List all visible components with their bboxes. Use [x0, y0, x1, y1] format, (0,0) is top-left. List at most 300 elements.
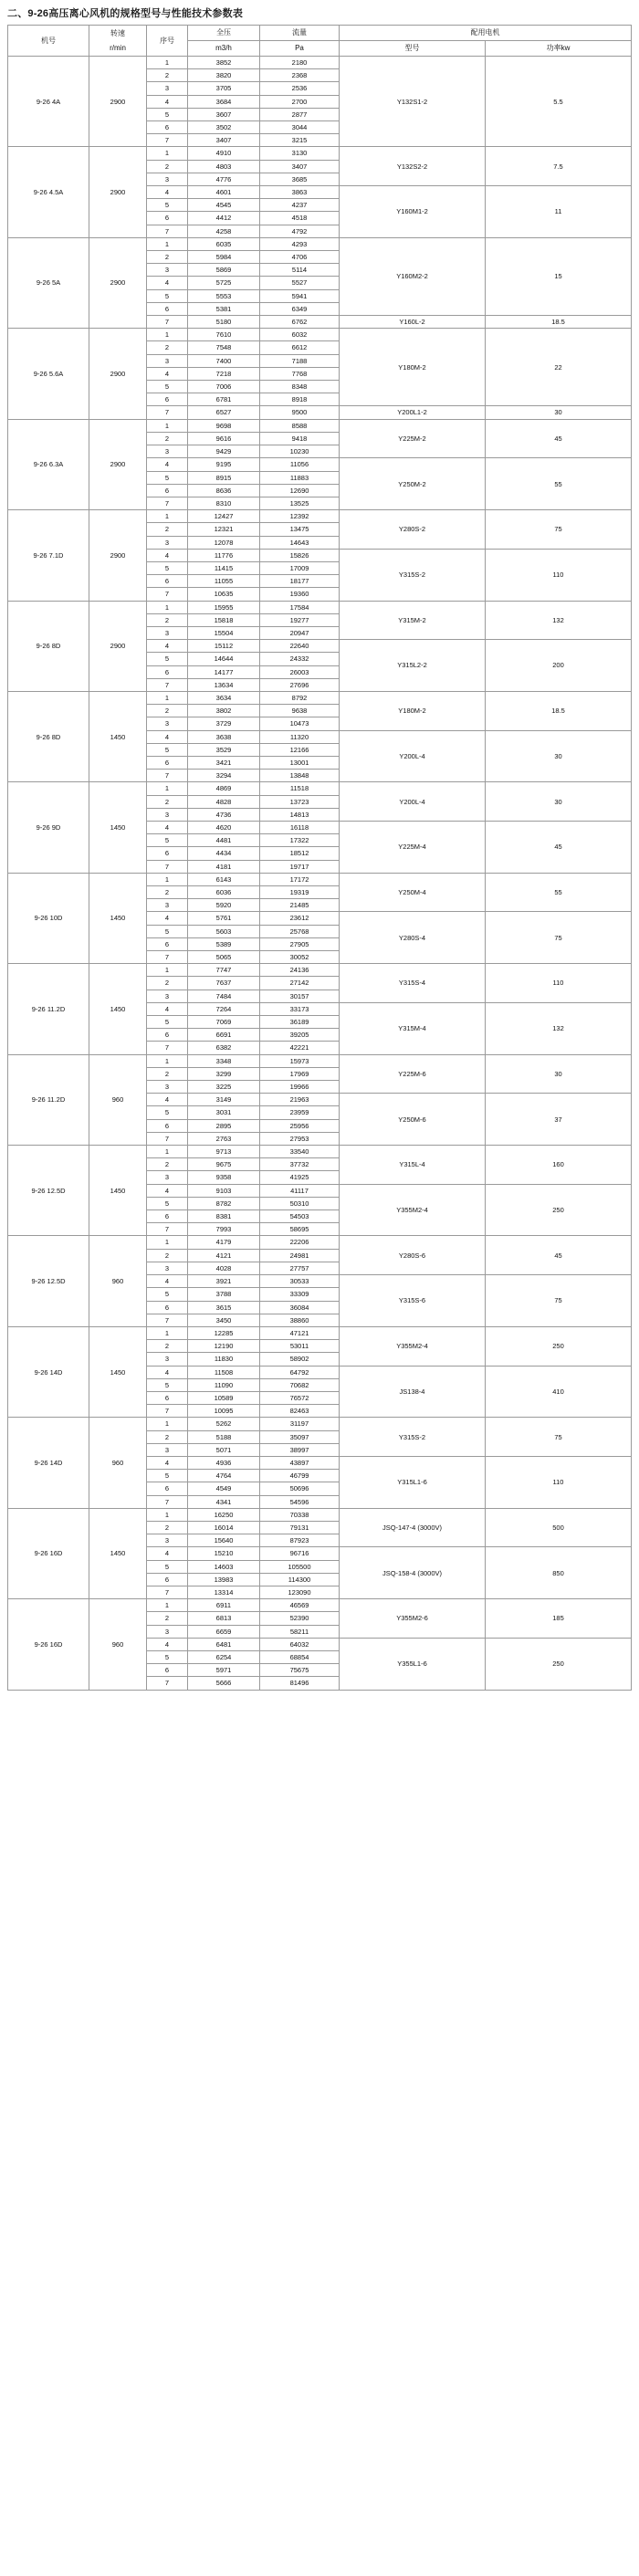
- cell-pressure: 123090: [260, 1586, 340, 1598]
- cell-motor-kw: 45: [486, 419, 632, 458]
- cell-seq: 4: [147, 1275, 188, 1288]
- cell-seq: 1: [147, 1146, 188, 1158]
- table-row: [8, 329, 632, 341]
- cell-motor-kw: 30: [486, 782, 632, 822]
- cell-motor-kw: 30: [486, 406, 632, 419]
- cell-motor-type: Y200L-4: [340, 782, 486, 822]
- cell-seq: 6: [147, 1664, 188, 1677]
- cell-flow: 10589: [188, 1391, 260, 1404]
- cell-pressure: 12166: [260, 743, 340, 756]
- cell-flow: 4869: [188, 782, 260, 795]
- cell-flow: 3634: [188, 691, 260, 704]
- cell-motor-kw: 200: [486, 640, 632, 692]
- cell-pressure: 2700: [260, 95, 340, 108]
- cell-flow: 3225: [188, 1081, 260, 1094]
- cell-flow: 16014: [188, 1521, 260, 1534]
- cell-flow: 6382: [188, 1042, 260, 1054]
- cell-motor-type: Y250M-4: [340, 873, 486, 912]
- cell-seq: 1: [147, 1054, 188, 1067]
- cell-pressure: 3215: [260, 134, 340, 147]
- table-row: [8, 1326, 632, 1339]
- cell-flow: 4776: [188, 173, 260, 185]
- cell-seq: 6: [147, 1029, 188, 1042]
- cell-model: 9-26 11.2D: [8, 964, 89, 1054]
- cell-flow: 8381: [188, 1210, 260, 1223]
- cell-model: 9-26 9D: [8, 782, 89, 873]
- cell-motor-kw: 37: [486, 1094, 632, 1146]
- cell-seq: 2: [147, 1158, 188, 1171]
- cell-pressure: 6612: [260, 341, 340, 354]
- cell-pressure: 31197: [260, 1418, 340, 1430]
- cell-pressure: 27696: [260, 678, 340, 691]
- cell-flow: 8915: [188, 471, 260, 484]
- cell-seq: 3: [147, 354, 188, 367]
- cell-motor-kw: 110: [486, 1456, 632, 1508]
- cell-pressure: 33309: [260, 1288, 340, 1301]
- table-body: [8, 57, 632, 1691]
- cell-pressure: 39205: [260, 1029, 340, 1042]
- cell-seq: 7: [147, 316, 188, 329]
- cell-motor-kw: 850: [486, 1547, 632, 1599]
- cell-motor-type: Y315S-6: [340, 1275, 486, 1327]
- cell-flow: 5553: [188, 289, 260, 302]
- cell-seq: 6: [147, 937, 188, 950]
- cell-seq: 2: [147, 1612, 188, 1625]
- cell-seq: 5: [147, 743, 188, 756]
- cell-motor-kw: 500: [486, 1508, 632, 1547]
- cell-motor-type: Y132S1-2: [340, 57, 486, 147]
- cell-flow: 13314: [188, 1586, 260, 1598]
- cell-flow: 5971: [188, 1664, 260, 1677]
- cell-flow: 5262: [188, 1418, 260, 1430]
- cell-speed: 960: [89, 1236, 147, 1326]
- cell-flow: 5603: [188, 925, 260, 937]
- cell-flow: 4121: [188, 1249, 260, 1262]
- cell-seq: 3: [147, 82, 188, 95]
- cell-flow: 8310: [188, 497, 260, 509]
- cell-seq: 6: [147, 393, 188, 406]
- cell-motor-kw: 55: [486, 458, 632, 510]
- cell-motor-kw: 250: [486, 1638, 632, 1690]
- cell-seq: 2: [147, 1430, 188, 1443]
- cell-flow: 9429: [188, 445, 260, 458]
- cell-flow: 5188: [188, 1430, 260, 1443]
- cell-pressure: 7768: [260, 367, 340, 380]
- cell-flow: 7218: [188, 367, 260, 380]
- cell-flow: 14177: [188, 665, 260, 678]
- cell-flow: 6527: [188, 406, 260, 419]
- cell-flow: 5666: [188, 1677, 260, 1690]
- cell-pressure: 27905: [260, 937, 340, 950]
- cell-pressure: 3130: [260, 147, 340, 160]
- cell-pressure: 36084: [260, 1301, 340, 1314]
- cell-pressure: 22206: [260, 1236, 340, 1249]
- cell-pressure: 46569: [260, 1599, 340, 1612]
- cell-flow: 15504: [188, 626, 260, 639]
- cell-flow: 9103: [188, 1184, 260, 1197]
- cell-model: 9-26 11.2D: [8, 1054, 89, 1145]
- header-motor: 配用电机: [340, 26, 632, 41]
- cell-seq: 4: [147, 1456, 188, 1469]
- cell-model: 9-26 16D: [8, 1508, 89, 1598]
- cell-seq: 1: [147, 1418, 188, 1430]
- cell-model: 9-26 4.5A: [8, 147, 89, 237]
- table-row: [8, 964, 632, 977]
- cell-flow: 12427: [188, 510, 260, 523]
- cell-seq: 5: [147, 1470, 188, 1482]
- cell-flow: 6813: [188, 1612, 260, 1625]
- cell-seq: 5: [147, 1560, 188, 1573]
- cell-pressure: 54596: [260, 1495, 340, 1508]
- cell-motor-type: JSQ-158-4 (3000V): [340, 1547, 486, 1599]
- cell-motor-kw: 11: [486, 186, 632, 238]
- cell-seq: 6: [147, 484, 188, 497]
- cell-flow: 6254: [188, 1650, 260, 1663]
- cell-motor-type: Y200L-4: [340, 730, 486, 782]
- cell-pressure: 36189: [260, 1016, 340, 1029]
- cell-seq: 2: [147, 886, 188, 899]
- cell-flow: 6035: [188, 237, 260, 250]
- cell-seq: 5: [147, 471, 188, 484]
- cell-flow: 3638: [188, 730, 260, 743]
- cell-pressure: 17584: [260, 601, 340, 613]
- cell-pressure: 38997: [260, 1443, 340, 1456]
- cell-seq: 2: [147, 705, 188, 717]
- cell-pressure: 3407: [260, 160, 340, 173]
- cell-flow: 7484: [188, 990, 260, 1002]
- cell-pressure: 4237: [260, 199, 340, 212]
- cell-motor-type: Y200L1-2: [340, 406, 486, 419]
- cell-seq: 7: [147, 1042, 188, 1054]
- cell-flow: 4910: [188, 147, 260, 160]
- cell-flow: 11830: [188, 1353, 260, 1366]
- header-speed-label: 转速: [110, 28, 125, 37]
- cell-seq: 7: [147, 678, 188, 691]
- cell-seq: 4: [147, 277, 188, 289]
- cell-pressure: 41117: [260, 1184, 340, 1197]
- cell-model: 9-26 5A: [8, 237, 89, 328]
- cell-seq: 3: [147, 808, 188, 821]
- table-row: [8, 601, 632, 613]
- cell-seq: 3: [147, 173, 188, 185]
- cell-pressure: 64032: [260, 1638, 340, 1650]
- cell-seq: 4: [147, 95, 188, 108]
- cell-motor-type: Y160M1-2: [340, 186, 486, 238]
- cell-pressure: 13001: [260, 756, 340, 769]
- cell-pressure: 17009: [260, 561, 340, 574]
- cell-seq: 6: [147, 1301, 188, 1314]
- cell-seq: 3: [147, 536, 188, 549]
- cell-seq: 5: [147, 1197, 188, 1209]
- cell-motor-kw: 250: [486, 1326, 632, 1366]
- cell-pressure: 58211: [260, 1625, 340, 1638]
- cell-motor-type: Y315S-2: [340, 1418, 486, 1457]
- table-row: [8, 510, 632, 523]
- cell-model: 9-26 4A: [8, 57, 89, 147]
- cell-pressure: 25956: [260, 1119, 340, 1132]
- cell-motor-kw: 75: [486, 510, 632, 550]
- cell-pressure: 64792: [260, 1366, 340, 1378]
- cell-flow: 4341: [188, 1495, 260, 1508]
- cell-seq: 7: [147, 860, 188, 873]
- cell-seq: 3: [147, 990, 188, 1002]
- cell-seq: 3: [147, 717, 188, 730]
- table-row: [8, 782, 632, 795]
- cell-pressure: 3044: [260, 121, 340, 134]
- cell-seq: 1: [147, 419, 188, 432]
- cell-seq: 4: [147, 730, 188, 743]
- cell-pressure: 50696: [260, 1482, 340, 1495]
- cell-flow: 5920: [188, 899, 260, 912]
- cell-pressure: 87923: [260, 1534, 340, 1547]
- cell-pressure: 12392: [260, 510, 340, 523]
- cell-pressure: 19717: [260, 860, 340, 873]
- cell-seq: 5: [147, 1650, 188, 1663]
- cell-seq: 3: [147, 1262, 188, 1274]
- cell-model: 9-26 7.1D: [8, 510, 89, 601]
- table-header: [8, 26, 632, 57]
- cell-flow: 5869: [188, 264, 260, 277]
- cell-flow: 6691: [188, 1029, 260, 1042]
- cell-pressure: 13475: [260, 523, 340, 536]
- cell-seq: 1: [147, 1599, 188, 1612]
- cell-seq: 7: [147, 588, 188, 601]
- cell-pressure: 19319: [260, 886, 340, 899]
- cell-motor-type: Y160M2-2: [340, 237, 486, 315]
- cell-motor-type: Y225M-6: [340, 1054, 486, 1094]
- cell-motor-kw: 18.5: [486, 691, 632, 730]
- cell-model: 9-26 10D: [8, 873, 89, 963]
- cell-motor-type: Y250M-6: [340, 1094, 486, 1146]
- cell-seq: 4: [147, 1002, 188, 1015]
- cell-flow: 13983: [188, 1573, 260, 1586]
- cell-pressure: 12690: [260, 484, 340, 497]
- cell-flow: 10095: [188, 1405, 260, 1418]
- cell-pressure: 38860: [260, 1314, 340, 1326]
- cell-pressure: 41925: [260, 1171, 340, 1184]
- cell-motor-type: Y225M-4: [340, 821, 486, 873]
- cell-seq: 6: [147, 1210, 188, 1223]
- cell-motor-type: Y280S-2: [340, 510, 486, 550]
- cell-motor-type: Y355M2-6: [340, 1599, 486, 1639]
- cell-seq: 6: [147, 302, 188, 315]
- cell-motor-kw: 5.5: [486, 57, 632, 147]
- table-row: [8, 57, 632, 69]
- cell-pressure: 18177: [260, 575, 340, 588]
- cell-motor-kw: 30: [486, 730, 632, 782]
- cell-pressure: 58902: [260, 1353, 340, 1366]
- cell-pressure: 18512: [260, 847, 340, 860]
- cell-seq: 1: [147, 1236, 188, 1249]
- cell-flow: 15640: [188, 1534, 260, 1547]
- cell-pressure: 52390: [260, 1612, 340, 1625]
- cell-motor-type: Y355M2-4: [340, 1184, 486, 1236]
- cell-pressure: 13723: [260, 795, 340, 808]
- cell-seq: 2: [147, 341, 188, 354]
- cell-flow: 6911: [188, 1599, 260, 1612]
- cell-flow: 15210: [188, 1547, 260, 1560]
- cell-flow: 11055: [188, 575, 260, 588]
- cell-seq: 3: [147, 1534, 188, 1547]
- cell-seq: 5: [147, 289, 188, 302]
- cell-pressure: 43897: [260, 1456, 340, 1469]
- cell-flow: 5725: [188, 277, 260, 289]
- cell-speed: 1450: [89, 964, 147, 1054]
- cell-flow: 7069: [188, 1016, 260, 1029]
- cell-pressure: 10230: [260, 445, 340, 458]
- cell-pressure: 81496: [260, 1677, 340, 1690]
- cell-flow: 7637: [188, 977, 260, 990]
- cell-flow: 4434: [188, 847, 260, 860]
- cell-pressure: 15973: [260, 1054, 340, 1067]
- cell-pressure: 19360: [260, 588, 340, 601]
- cell-pressure: 33173: [260, 1002, 340, 1015]
- cell-seq: 5: [147, 653, 188, 665]
- cell-seq: 7: [147, 1677, 188, 1690]
- table-row: [8, 1146, 632, 1158]
- cell-flow: 6659: [188, 1625, 260, 1638]
- table-row: [8, 1599, 632, 1612]
- cell-flow: 5071: [188, 1443, 260, 1456]
- cell-flow: 9358: [188, 1171, 260, 1184]
- cell-flow: 6036: [188, 886, 260, 899]
- cell-motor-type: JSQ-147-4 (3000V): [340, 1508, 486, 1547]
- cell-flow: 3421: [188, 756, 260, 769]
- cell-pressure: 17172: [260, 873, 340, 885]
- cell-speed: 2900: [89, 510, 147, 601]
- cell-flow: 15112: [188, 640, 260, 653]
- cell-motor-type: Y160L-2: [340, 316, 486, 329]
- cell-pressure: 8588: [260, 419, 340, 432]
- cell-flow: 9698: [188, 419, 260, 432]
- cell-model: 9-26 6.3A: [8, 419, 89, 509]
- cell-flow: 14603: [188, 1560, 260, 1573]
- cell-seq: 7: [147, 1132, 188, 1145]
- cell-pressure: 5527: [260, 277, 340, 289]
- cell-flow: 12190: [188, 1340, 260, 1353]
- cell-flow: 7400: [188, 354, 260, 367]
- cell-motor-kw: 160: [486, 1146, 632, 1185]
- cell-motor-kw: 75: [486, 1275, 632, 1327]
- cell-seq: 6: [147, 575, 188, 588]
- cell-pressure: 9418: [260, 432, 340, 445]
- page-title: 二、9-26高压离心风机的规格型号与性能技术参数表: [7, 8, 244, 19]
- cell-flow: 4764: [188, 1470, 260, 1482]
- cell-flow: 3788: [188, 1288, 260, 1301]
- cell-motor-kw: 22: [486, 329, 632, 406]
- cell-seq: 3: [147, 1081, 188, 1094]
- cell-pressure: 22640: [260, 640, 340, 653]
- spec-table: [7, 25, 632, 1691]
- cell-seq: 5: [147, 1288, 188, 1301]
- cell-pressure: 5114: [260, 264, 340, 277]
- cell-seq: 4: [147, 1638, 188, 1650]
- cell-seq: 3: [147, 264, 188, 277]
- cell-pressure: 35097: [260, 1430, 340, 1443]
- cell-flow: 7747: [188, 964, 260, 977]
- cell-speed: 2900: [89, 57, 147, 147]
- cell-model: 9-26 8D: [8, 601, 89, 691]
- cell-seq: 5: [147, 561, 188, 574]
- cell-pressure: 20947: [260, 626, 340, 639]
- cell-flow: 4736: [188, 808, 260, 821]
- cell-seq: 3: [147, 1171, 188, 1184]
- cell-seq: 4: [147, 549, 188, 561]
- cell-seq: 7: [147, 1314, 188, 1326]
- cell-model: 9-26 14D: [8, 1418, 89, 1508]
- cell-pressure: 105500: [260, 1560, 340, 1573]
- cell-seq: 3: [147, 445, 188, 458]
- cell-pressure: 75675: [260, 1664, 340, 1677]
- cell-motor-kw: 30: [486, 1054, 632, 1094]
- cell-flow: 4936: [188, 1456, 260, 1469]
- header-motor-kw: 功率kw: [486, 41, 632, 57]
- cell-pressure: 76572: [260, 1391, 340, 1404]
- cell-pressure: 47121: [260, 1326, 340, 1339]
- cell-flow: 5065: [188, 951, 260, 964]
- cell-motor-type: Y355L1-6: [340, 1638, 486, 1690]
- cell-pressure: 2877: [260, 108, 340, 120]
- cell-flow: 11508: [188, 1366, 260, 1378]
- cell-seq: 1: [147, 782, 188, 795]
- cell-flow: 4258: [188, 225, 260, 237]
- cell-seq: 1: [147, 510, 188, 523]
- cell-flow: 9195: [188, 458, 260, 471]
- cell-pressure: 53011: [260, 1340, 340, 1353]
- cell-pressure: 79131: [260, 1521, 340, 1534]
- cell-flow: 16250: [188, 1508, 260, 1521]
- cell-flow: 12078: [188, 536, 260, 549]
- cell-seq: 5: [147, 925, 188, 937]
- cell-pressure: 24136: [260, 964, 340, 977]
- cell-speed: 1450: [89, 873, 147, 963]
- cell-pressure: 13525: [260, 497, 340, 509]
- cell-flow: 3802: [188, 705, 260, 717]
- table-row: [8, 1508, 632, 1521]
- cell-seq: 4: [147, 821, 188, 833]
- cell-motor-type: Y315S-4: [340, 964, 486, 1003]
- cell-flow: 4549: [188, 1482, 260, 1495]
- cell-flow: 3031: [188, 1106, 260, 1119]
- cell-motor-type: Y280S-6: [340, 1236, 486, 1275]
- cell-pressure: 30533: [260, 1275, 340, 1288]
- cell-seq: 2: [147, 977, 188, 990]
- cell-motor-kw: 185: [486, 1599, 632, 1639]
- cell-seq: 2: [147, 1521, 188, 1534]
- cell-pressure: 9500: [260, 406, 340, 419]
- cell-motor-kw: 15: [486, 237, 632, 315]
- cell-speed: 960: [89, 1054, 147, 1145]
- cell-flow: 3852: [188, 57, 260, 69]
- cell-flow: 13634: [188, 678, 260, 691]
- cell-flow: 9713: [188, 1146, 260, 1158]
- table-row: [8, 419, 632, 432]
- cell-flow: 2763: [188, 1132, 260, 1145]
- cell-flow: 8636: [188, 484, 260, 497]
- cell-flow: 2895: [188, 1119, 260, 1132]
- cell-flow: 15955: [188, 601, 260, 613]
- cell-flow: 3502: [188, 121, 260, 134]
- cell-pressure: 46799: [260, 1470, 340, 1482]
- cell-motor-kw: 45: [486, 1236, 632, 1275]
- cell-seq: 5: [147, 1016, 188, 1029]
- cell-speed: 2900: [89, 237, 147, 328]
- table-row: [8, 1054, 632, 1067]
- cell-speed: 1450: [89, 1326, 147, 1417]
- cell-motor-type: Y180M-2: [340, 691, 486, 730]
- cell-flow: 3729: [188, 717, 260, 730]
- cell-flow: 12321: [188, 523, 260, 536]
